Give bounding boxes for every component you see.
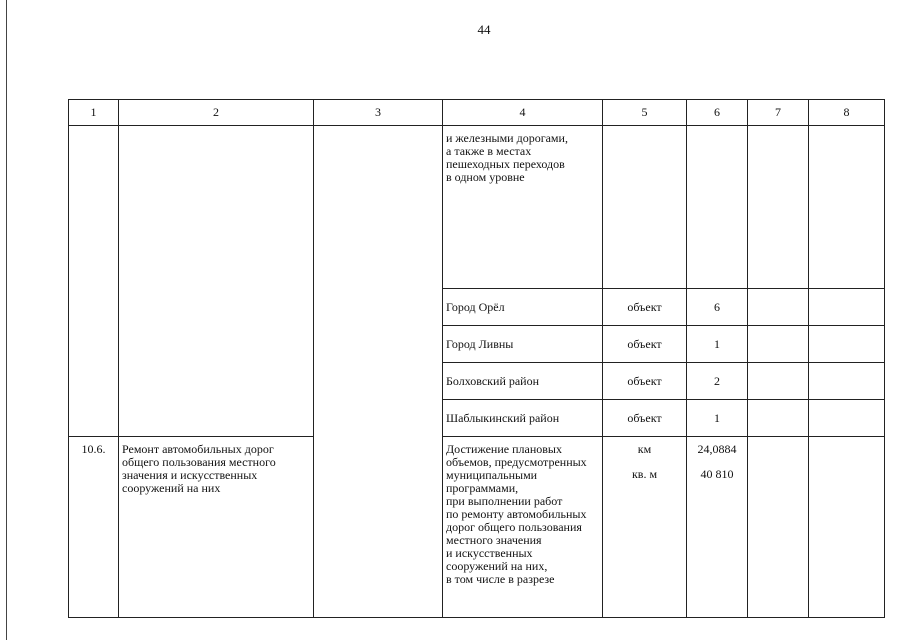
column-header-5: 5 <box>603 100 687 126</box>
cell-value: 6 <box>687 289 748 326</box>
cell-col3-merged <box>314 126 443 618</box>
cell-territory: Город Ливны <box>443 326 603 363</box>
data-table <box>68 99 885 618</box>
cell <box>809 326 885 363</box>
unit-sq-m: кв. м <box>631 467 658 481</box>
cell-value: 1 <box>687 326 748 363</box>
cell <box>748 126 809 289</box>
cell-col4-continuation: и железными дорогами, а также в местах пешеходных переходов в одном уровне <box>443 126 603 289</box>
cell-territory: Город Орёл <box>443 289 603 326</box>
cell <box>687 126 748 289</box>
cell-col2-continuation <box>119 126 314 437</box>
cell-measure-name: Ремонт автомобильных дорог общего пользования местного значения и искусственных сооружений на них <box>119 437 314 618</box>
cell-indicator-description: Достижение плановых объемов, предусмотренных муниципальными программами, при выполнении работ по ремонту автомобильных дорог общего пользования местного значения и искусственных сооружений на них, в том числе в разрезе <box>443 437 603 618</box>
column-header-3: 3 <box>314 100 443 126</box>
cell <box>748 363 809 400</box>
column-header-4: 4 <box>443 100 603 126</box>
value-km: 24,0884 <box>697 442 737 456</box>
column-header-7: 7 <box>748 100 809 126</box>
cell <box>748 326 809 363</box>
column-header-6: 6 <box>687 100 748 126</box>
cell-territory: Шаблыкинский район <box>443 400 603 437</box>
cell <box>809 289 885 326</box>
column-header-2: 2 <box>119 100 314 126</box>
cell-value: 2 <box>687 363 748 400</box>
cell-unit: объект <box>603 289 687 326</box>
cell-row-number: 10.6. <box>69 437 119 618</box>
cell-values <box>687 437 748 618</box>
cell-unit: объект <box>603 326 687 363</box>
table-row <box>69 437 885 618</box>
column-header-1: 1 <box>69 100 119 126</box>
page-edge-line <box>6 0 7 640</box>
cell-unit: объект <box>603 363 687 400</box>
cell-units <box>603 437 687 618</box>
cell <box>748 400 809 437</box>
cell-unit: объект <box>603 400 687 437</box>
cell-territory: Болховский район <box>443 363 603 400</box>
page-number: 44 <box>477 22 491 37</box>
cell-value: 1 <box>687 400 748 437</box>
cell <box>809 400 885 437</box>
cell-col1-continuation <box>69 126 119 437</box>
unit-km: км <box>637 442 652 456</box>
table-row <box>69 126 885 289</box>
column-header-8: 8 <box>809 100 885 126</box>
header-row <box>69 100 885 126</box>
cell <box>748 289 809 326</box>
cell <box>603 126 687 289</box>
cell <box>809 437 885 618</box>
cell <box>809 126 885 289</box>
cell <box>809 363 885 400</box>
value-sq-m: 40 810 <box>700 467 734 481</box>
cell <box>748 437 809 618</box>
